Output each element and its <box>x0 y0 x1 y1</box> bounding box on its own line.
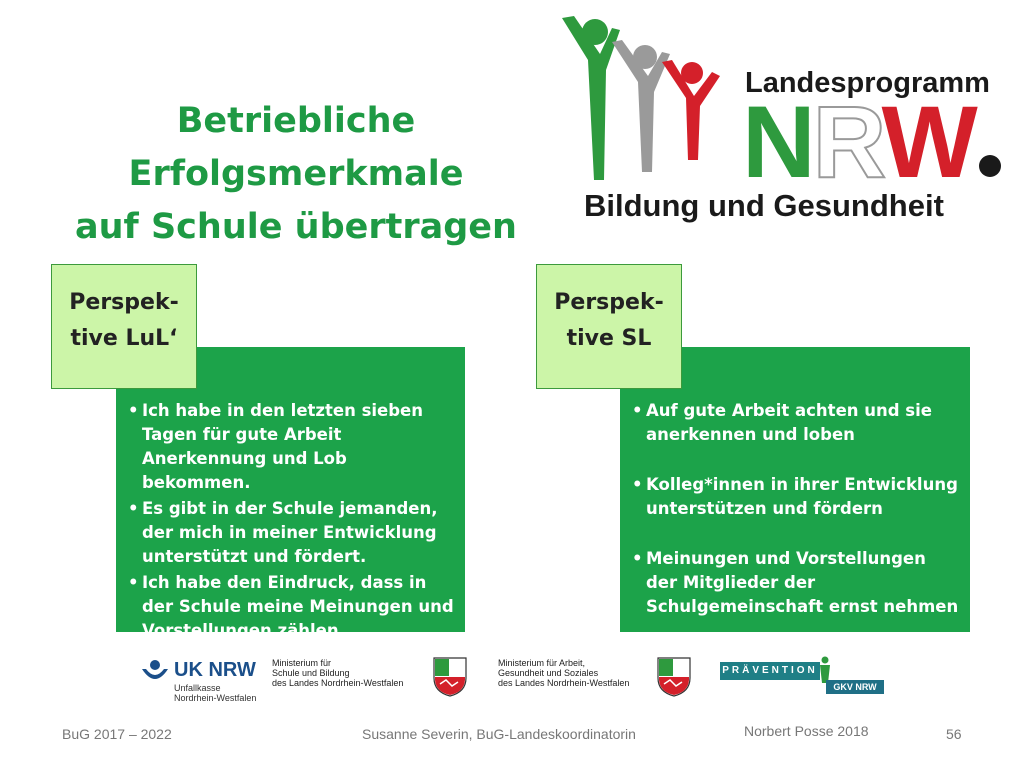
left-list-item: • Ich habe den Eindruck, dass in der Schule meine Meinungen und Vorstellungen zählen. <box>128 571 455 643</box>
logo-landesprogramm-text: Landesprogramm <box>745 67 990 99</box>
title-line-2: auf Schule übertragen <box>75 207 517 247</box>
right-tag-line-1: Perspek- <box>554 290 664 315</box>
partner-logos <box>0 650 1024 705</box>
right-list-item: • Meinungen und Vorstellungen der Mitglieder der Schulgemeinschaft ernst nehmen <box>632 547 960 619</box>
right-panel <box>620 347 970 632</box>
slide-title <box>6 95 586 254</box>
praevention-label: PRÄVENTION <box>720 662 820 680</box>
left-list-item: • Es gibt in der Schule jemanden, der mich in meiner Entwicklung unterstützt und fördert. <box>128 497 455 569</box>
logo-dot <box>979 155 1001 177</box>
gkv-nrw-label: GKV NRW <box>826 680 884 694</box>
logo-nrw-wordmark <box>742 85 1001 199</box>
logo-bildung-text: Bildung und Gesundheit <box>584 188 944 223</box>
logo-nrw-w: W <box>881 85 975 199</box>
left-perspective-tag <box>51 264 197 389</box>
slide-number: 56 <box>946 726 962 742</box>
right-tag-line-2: tive SL <box>566 326 652 351</box>
footer-credit: Norbert Posse 2018 <box>744 723 869 739</box>
logo-nrw-n: N <box>742 85 813 199</box>
right-list-item: • Kolleg*innen in ihrer Entwicklung unterstützen und fördern <box>632 473 960 521</box>
right-list <box>632 399 960 645</box>
people-figures-icon <box>560 10 760 190</box>
nrw-crest-icon <box>656 656 692 698</box>
uk-nrw-sub-2: Nordrhein-Westfalen <box>174 693 257 703</box>
left-panel <box>116 347 465 640</box>
nrw-crest-icon <box>432 656 468 698</box>
left-list-item: • Ich habe in den letzten sieben Tagen für gute Arbeit Anerkennung und Lob bekommen. <box>128 399 455 495</box>
uk-nrw-name: UK NRW <box>174 659 256 681</box>
ministry-school-text: Ministerium für Schule und Bildung des Landes Nordrhein-Westfalen <box>272 658 404 688</box>
logo-nrw-r: R <box>812 85 882 199</box>
right-perspective-tag <box>536 264 682 389</box>
footer-program-years: BuG 2017 – 2022 <box>62 726 172 742</box>
title-line-1: Betriebliche Erfolgsmerkmale <box>128 101 464 194</box>
left-list <box>128 399 455 645</box>
right-list-item: • Auf gute Arbeit achten und sie anerkennen und loben <box>632 399 960 447</box>
uk-nrw-subtitle <box>174 683 256 703</box>
left-tag-line-2: tive LuL‘ <box>70 326 178 351</box>
landesprogramm-logo <box>560 10 1000 230</box>
footer-author: Susanne Severin, BuG-Landeskoordinatorin <box>362 726 636 742</box>
uk-nrw-sub-1: Unfallkasse <box>174 683 221 693</box>
ministry-health-text: Ministerium für Arbeit, Gesundheit und Soziales des Landes Nordrhein-Westfalen <box>498 658 630 688</box>
uk-nrw-mark-icon <box>140 659 170 685</box>
left-tag-line-1: Perspek- <box>69 290 179 315</box>
